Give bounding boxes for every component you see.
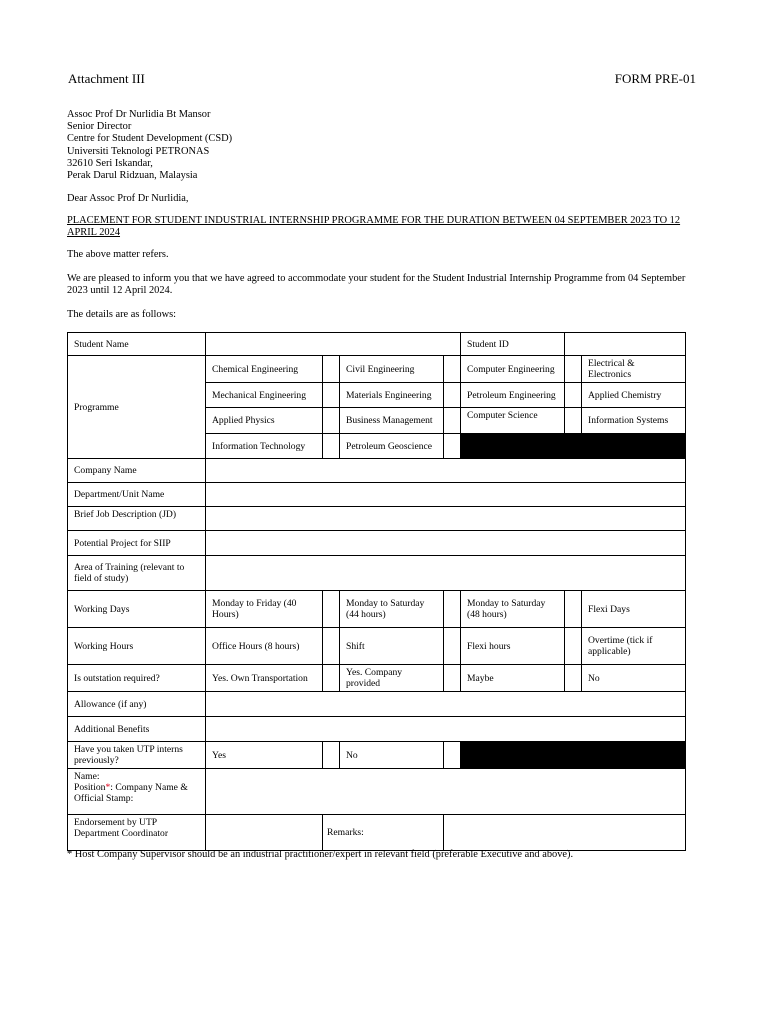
company-name-label: Company Name xyxy=(68,459,206,483)
form-code: FORM PRE-01 xyxy=(614,71,696,86)
programme-checkbox-petroleum[interactable] xyxy=(565,383,582,408)
programme-option: Information Technology xyxy=(206,434,323,459)
outstation-option: Yes. Own Transportation xyxy=(206,665,323,692)
details-intro: The details are as follows: xyxy=(67,309,177,320)
remarks-label: Remarks: xyxy=(323,815,444,851)
benefits-label: Additional Benefits xyxy=(68,717,206,742)
programme-checkbox-materials[interactable] xyxy=(444,383,461,408)
body-paragraph: We are pleased to inform you that we have agreed to accommodate your student for the Student Industrial Internship Programme from 04 September 2023 until 12 April 2024. xyxy=(67,273,686,297)
programme-option: Petroleum Engineering xyxy=(461,383,565,408)
working-hours-option: Flexi hours xyxy=(461,628,565,665)
project-field[interactable] xyxy=(206,531,686,556)
programme-option: Computer Engineering xyxy=(461,356,565,383)
outstation-option: Maybe xyxy=(461,665,565,692)
programme-checkbox-business[interactable] xyxy=(444,408,461,434)
programme-option: Electrical & Electronics xyxy=(582,356,686,383)
remarks-field[interactable] xyxy=(444,815,686,851)
outstation-checkbox-maybe[interactable] xyxy=(565,665,582,692)
working-hours-checkbox-flexi[interactable] xyxy=(565,628,582,665)
recipient-address-line2: Perak Darul Ridzuan, Malaysia xyxy=(67,170,198,182)
outstation-label: Is outstation required? xyxy=(68,665,206,692)
working-hours-option: Overtime (tick if applicable) xyxy=(582,628,686,665)
recipient-address xyxy=(67,109,232,182)
salutation: Dear Assoc Prof Dr Nurlidia, xyxy=(67,193,189,204)
outstation-option: No xyxy=(582,665,686,692)
working-hours-option: Shift xyxy=(340,628,444,665)
programme-checkbox-chemical[interactable] xyxy=(323,356,340,383)
programme-checkbox-it[interactable] xyxy=(323,434,340,459)
signatory-position-label xyxy=(74,782,199,793)
outstation-checkbox-company[interactable] xyxy=(444,665,461,692)
programme-option: Civil Engineering xyxy=(340,356,444,383)
department-field[interactable] xyxy=(206,483,686,507)
company-name-field[interactable] xyxy=(206,459,686,483)
student-id-label: Student ID xyxy=(461,333,565,356)
allowance-row xyxy=(68,692,686,717)
signatory-label xyxy=(68,769,206,815)
refers-paragraph: The above matter refers. xyxy=(67,249,169,260)
attachment-label: Attachment III xyxy=(68,71,145,86)
benefits-row xyxy=(68,717,686,742)
outstation-row xyxy=(68,665,686,692)
company-row xyxy=(68,459,686,483)
programme-option: Applied Chemistry xyxy=(582,383,686,408)
programme-checkbox-computer[interactable] xyxy=(565,356,582,383)
programme-option: Information Systems xyxy=(582,408,686,434)
job-description-row xyxy=(68,507,686,531)
programme-row-1 xyxy=(68,356,686,383)
signatory-name-label: Name: xyxy=(74,771,100,782)
working-days-row xyxy=(68,591,686,628)
student-row xyxy=(68,333,686,356)
student-name-label: Student Name xyxy=(68,333,206,356)
programme-checkbox-applied-physics[interactable] xyxy=(323,408,340,434)
programme-option: Computer Science xyxy=(461,408,565,434)
programme-option: Chemical Engineering xyxy=(206,356,323,383)
endorsement-label: Endorsement by UTP Department Coordinator xyxy=(68,815,206,851)
outstation-checkbox-own[interactable] xyxy=(323,665,340,692)
recipient-department: Centre for Student Development (CSD) xyxy=(67,133,233,145)
department-label: Department/Unit Name xyxy=(68,483,206,507)
programme-checkbox-civil[interactable] xyxy=(444,356,461,383)
working-days-checkbox-mon-sat-44[interactable] xyxy=(444,591,461,628)
blocked-cell xyxy=(461,434,686,459)
programme-checkbox-mechanical[interactable] xyxy=(323,383,340,408)
signatory-row xyxy=(68,769,686,815)
programme-option: Business Management xyxy=(340,408,444,434)
placement-details-table xyxy=(67,332,686,851)
required-asterisk: * xyxy=(105,782,111,793)
allowance-label: Allowance (if any) xyxy=(68,692,206,717)
working-days-checkbox-mon-sat-48[interactable] xyxy=(565,591,582,628)
previous-interns-label: Have you taken UTP interns previously? xyxy=(68,742,206,769)
working-hours-option: Office Hours (8 hours) xyxy=(206,628,323,665)
working-hours-row xyxy=(68,628,686,665)
student-name-field[interactable] xyxy=(206,333,461,356)
working-days-option: Monday to Friday (40 Hours) xyxy=(206,591,323,628)
working-days-option: Flexi Days xyxy=(582,591,686,628)
company-name-text: : Company Name & xyxy=(110,782,188,793)
programme-option: Applied Physics xyxy=(206,408,323,434)
project-label: Potential Project for SIIP xyxy=(68,531,206,556)
outstation-option: Yes. Company provided xyxy=(340,665,444,692)
signatory-field[interactable] xyxy=(206,769,686,815)
working-hours-checkbox-office[interactable] xyxy=(323,628,340,665)
project-row xyxy=(68,531,686,556)
position-text: Position xyxy=(74,782,106,793)
benefits-field[interactable] xyxy=(206,717,686,742)
recipient-address-line1: 32610 Seri Iskandar, xyxy=(67,157,153,169)
signatory-stamp-label: Official Stamp: xyxy=(74,793,134,804)
working-days-label: Working Days xyxy=(68,591,206,628)
area-of-training-label: Area of Training (relevant to field of study) xyxy=(68,556,206,591)
area-row xyxy=(68,556,686,591)
letter-subject: PLACEMENT FOR STUDENT INDUSTRIAL INTERNSHIP PROGRAMME FOR THE DURATION BETWEEN 04 SEPTEMBER 2023 TO 12 APRIL 2024 xyxy=(67,215,681,239)
previous-interns-option: Yes xyxy=(206,742,323,769)
working-hours-label: Working Hours xyxy=(68,628,206,665)
programme-option: Petroleum Geoscience xyxy=(340,434,444,459)
recipient-name: Assoc Prof Dr Nurlidia Bt Mansor xyxy=(67,109,211,120)
endorsement-row xyxy=(68,815,686,851)
recipient-title: Senior Director xyxy=(67,121,132,133)
allowance-field[interactable] xyxy=(206,692,686,717)
previous-interns-option: No xyxy=(340,742,444,769)
programme-checkbox-computer-science[interactable] xyxy=(565,408,582,434)
previous-interns-checkbox-yes[interactable] xyxy=(323,742,340,769)
department-row xyxy=(68,483,686,507)
endorsement-field[interactable] xyxy=(206,815,323,851)
job-description-label: Brief Job Description (JD) xyxy=(68,507,206,531)
working-days-option: Monday to Saturday (44 hours) xyxy=(340,591,444,628)
working-hours-checkbox-shift[interactable] xyxy=(444,628,461,665)
working-days-checkbox-mon-fri[interactable] xyxy=(323,591,340,628)
previous-interns-row xyxy=(68,742,686,769)
job-description-field[interactable] xyxy=(206,507,686,531)
recipient-university: Universiti Teknologi PETRONAS xyxy=(67,145,210,157)
working-days-option: Monday to Saturday (48 hours) xyxy=(461,591,565,628)
supervisor-footnote: * Host Company Supervisor should be an industrial practitioner/expert in relevant field (preferable Executive and above). xyxy=(67,849,574,860)
student-id-field[interactable] xyxy=(565,333,686,356)
programme-checkbox-geoscience[interactable] xyxy=(444,434,461,459)
area-of-training-field[interactable] xyxy=(206,556,686,591)
blocked-cell xyxy=(461,742,686,769)
previous-interns-checkbox-no[interactable] xyxy=(444,742,461,769)
programme-label: Programme xyxy=(68,356,206,459)
programme-option: Mechanical Engineering xyxy=(206,383,323,408)
programme-option: Materials Engineering xyxy=(340,383,444,408)
